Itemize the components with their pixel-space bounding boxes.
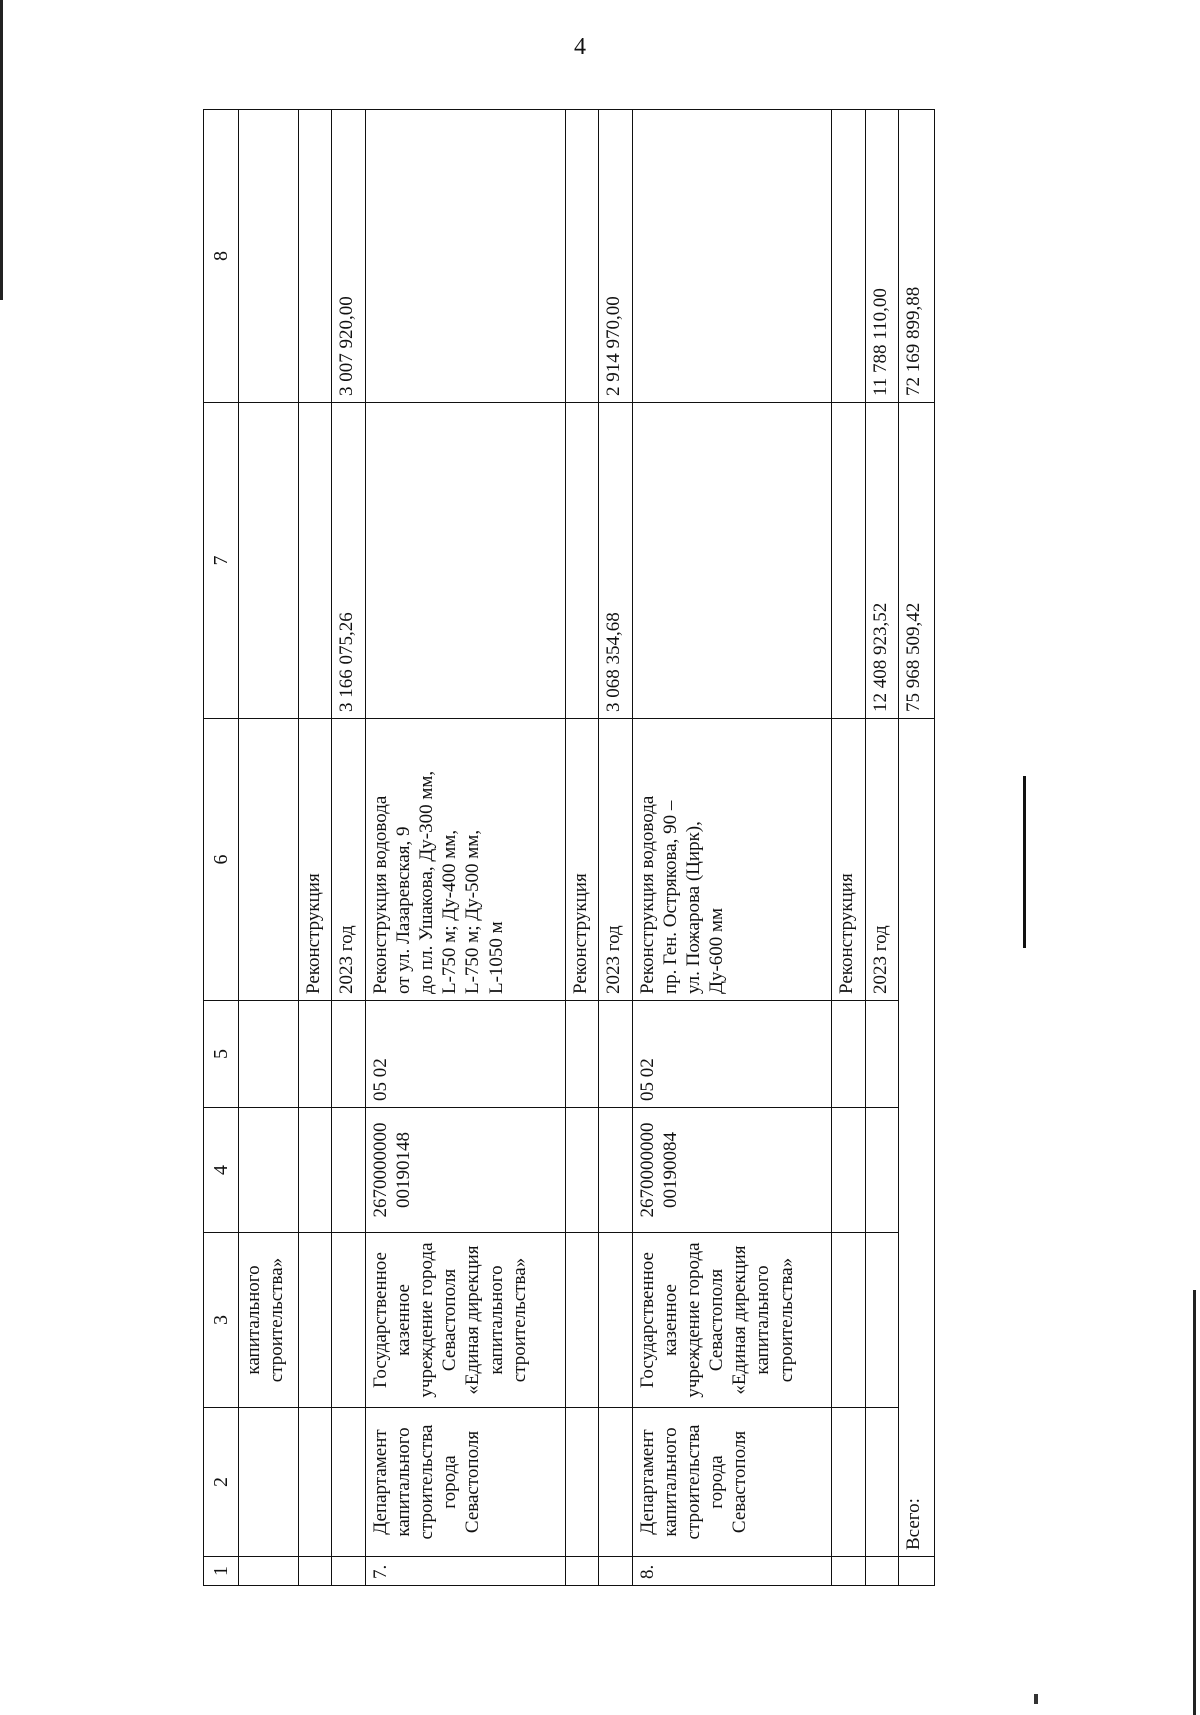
cell-object: 2023 год — [332, 719, 365, 1001]
cell-object — [238, 719, 298, 1001]
scan-edge-right — [1193, 1290, 1196, 1715]
cell-institution — [565, 1233, 598, 1408]
cell-amount-8 — [565, 110, 598, 403]
cell-code: 2670000000 00190148 — [365, 1108, 565, 1233]
header-col-6: 6 — [204, 719, 239, 1001]
cell-object: Реконструкция — [565, 719, 598, 1001]
cell-amount-8 — [632, 110, 832, 403]
cell-object: Реконструкция водовода пр. Ген. Острякова, 90 – ул. Пожарова (Цирк), Ду-600 мм — [632, 719, 832, 1001]
table-row — [298, 110, 331, 1586]
cell-amount-7: 3 068 354,68 — [599, 403, 632, 719]
cell-section — [565, 1001, 598, 1108]
cell-customer: Департамент капитального строительства города Севастополя — [365, 1408, 565, 1557]
cell-institution — [332, 1233, 365, 1408]
cell-number — [865, 1557, 898, 1586]
cell-amount-7 — [632, 403, 832, 719]
table-row — [365, 110, 565, 1586]
cell-amount-8 — [238, 110, 298, 403]
total-number-cell — [899, 1557, 935, 1586]
cell-object: Реконструкция — [298, 719, 331, 1001]
cell-institution: капитального строительства» — [238, 1233, 298, 1408]
cell-amount-7: 3 166 075,26 — [332, 403, 365, 719]
cell-amount-8 — [298, 110, 331, 403]
cell-section — [599, 1001, 632, 1108]
cell-amount-8 — [832, 110, 865, 403]
table-row — [632, 110, 832, 1586]
cell-object: 2023 год — [865, 719, 898, 1001]
cell-customer: Департамент капитального строительства города Севастополя — [632, 1408, 832, 1557]
cell-number — [238, 1557, 298, 1586]
header-col-4: 4 — [204, 1108, 239, 1233]
table-row — [865, 110, 898, 1586]
cell-customer — [332, 1408, 365, 1557]
scan-edge-left — [0, 0, 3, 300]
cell-number — [599, 1557, 632, 1586]
scan-mark — [1034, 1694, 1038, 1704]
cell-section — [332, 1001, 365, 1108]
total-label: Всего: — [899, 719, 935, 1557]
cell-code: 2670000000 00190084 — [632, 1108, 832, 1233]
cell-institution — [865, 1233, 898, 1408]
cell-customer — [599, 1408, 632, 1557]
cell-amount-7 — [238, 403, 298, 719]
cell-section: 05 02 — [632, 1001, 832, 1108]
cell-object: Реконструкция — [832, 719, 865, 1001]
total-row — [899, 110, 935, 1586]
cell-institution — [298, 1233, 331, 1408]
header-col-2: 2 — [204, 1408, 239, 1557]
cell-section — [865, 1001, 898, 1108]
header-col-7: 7 — [204, 403, 239, 719]
cell-code — [238, 1108, 298, 1233]
cell-amount-8: 2 914 970,00 — [599, 110, 632, 403]
cell-institution — [832, 1233, 865, 1408]
cell-code — [599, 1108, 632, 1233]
table-row — [332, 110, 365, 1586]
separator-line — [1023, 776, 1026, 948]
cell-code — [865, 1108, 898, 1233]
cell-section: 05 02 — [365, 1001, 565, 1108]
table-header-row — [204, 110, 239, 1586]
cell-institution: Государственное казенное учреждение города Севастополя «Единая дирекция капитального строительства» — [632, 1233, 832, 1408]
header-col-5: 5 — [204, 1001, 239, 1108]
cell-object: Реконструкция водовода от ул. Лазаревская, 9 до пл. Ушакова, Ду-300 мм, L-750 м; Ду-400 мм, L-750 м; Ду-500 мм, L-1050 м — [365, 719, 565, 1001]
cell-amount-7: 12 408 923,52 — [865, 403, 898, 719]
total-amount-7: 75 968 509,42 — [899, 403, 935, 719]
total-amount-8: 72 169 899,88 — [899, 110, 935, 403]
cell-customer — [832, 1408, 865, 1557]
cell-customer — [298, 1408, 331, 1557]
cell-section — [298, 1001, 331, 1108]
header-col-8: 8 — [204, 110, 239, 403]
cell-amount-8: 11 788 110,00 — [865, 110, 898, 403]
cell-institution — [599, 1233, 632, 1408]
header-col-3: 3 — [204, 1233, 239, 1408]
table-row — [565, 110, 598, 1586]
cell-number — [832, 1557, 865, 1586]
cell-institution: Государственное казенное учреждение города Севастополя «Единая дирекция капитального строительства» — [365, 1233, 565, 1408]
cell-customer — [865, 1408, 898, 1557]
cell-amount-8: 3 007 920,00 — [332, 110, 365, 403]
page-number: 4 — [574, 34, 586, 60]
cell-number — [565, 1557, 598, 1586]
cell-amount-7 — [565, 403, 598, 719]
table-row — [832, 110, 865, 1586]
cell-customer — [565, 1408, 598, 1557]
cell-section — [238, 1001, 298, 1108]
cell-amount-7 — [365, 403, 565, 719]
cell-section — [832, 1001, 865, 1108]
cell-number — [298, 1557, 331, 1586]
cell-code — [565, 1108, 598, 1233]
cell-customer — [238, 1408, 298, 1557]
cell-amount-7 — [832, 403, 865, 719]
cell-number: 7. — [365, 1557, 565, 1586]
cell-code — [332, 1108, 365, 1233]
cell-amount-7 — [298, 403, 331, 719]
header-col-1: 1 — [204, 1557, 239, 1586]
cell-number — [332, 1557, 365, 1586]
cell-amount-8 — [365, 110, 565, 403]
table-row — [599, 110, 632, 1586]
cell-code — [832, 1108, 865, 1233]
budget-table — [203, 110, 935, 1586]
cell-object: 2023 год — [599, 719, 632, 1001]
table-row — [238, 110, 298, 1586]
cell-number: 8. — [632, 1557, 832, 1586]
cell-code — [298, 1108, 331, 1233]
